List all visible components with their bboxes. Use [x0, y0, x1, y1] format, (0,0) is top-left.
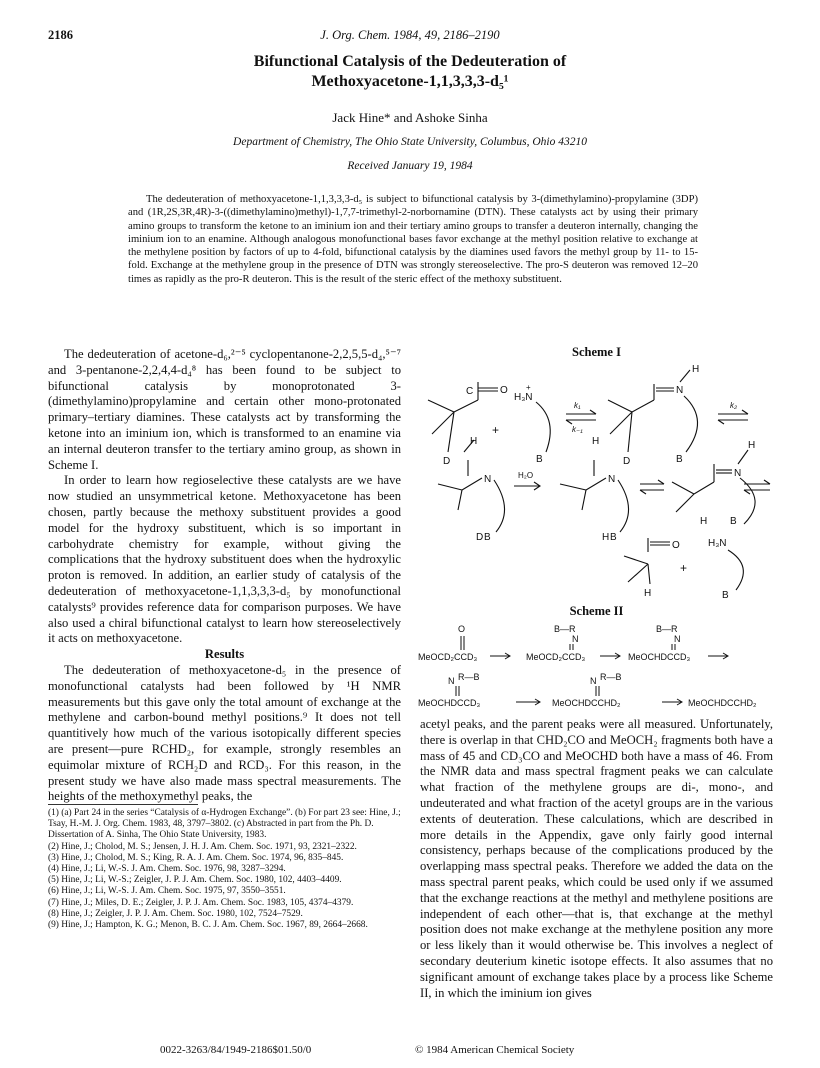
atom-label: N — [676, 385, 684, 396]
left-column — [48, 347, 401, 805]
rate-constant-label: k₋₁ — [572, 425, 583, 434]
footnote: (5) Hine, J.; Li, W.-S.; Zeigler, J. P. J. Am. Chem. Soc. 1980, 102, 4403–4409. — [48, 875, 342, 886]
affiliation: Department of Chemistry, The Ohio State University, Columbus, Ohio 43210 — [233, 136, 587, 148]
atom-label: B — [484, 532, 491, 543]
title-line-2: Methoxyacetone-1,1,3,3,3-d₅¹ — [311, 73, 509, 90]
equilibrium-arrow — [744, 480, 770, 494]
hydrolysis-arrow — [514, 471, 540, 490]
atom-label: D — [623, 456, 631, 467]
footnote: (3) Hine, J.; Cholod, M. S.; King, R. A. J. Am. Chem. Soc. 1974, 96, 835–845. — [48, 852, 344, 863]
atom-label: C — [466, 386, 474, 397]
atom-label: B — [610, 532, 617, 543]
atom-label: N — [448, 676, 455, 686]
scheme-2-row-1 — [418, 624, 728, 662]
footnote: (8) Hine, J.; Zeigler, J. P. J. Am. Chem. Soc. 1980, 102, 7524–7529. — [48, 908, 303, 919]
scheme-2-label: Scheme II — [569, 604, 624, 618]
atom-label: B — [676, 454, 683, 465]
iminium-hb-structure — [560, 436, 629, 543]
iminium-structure — [608, 364, 699, 467]
footnote: (6) Hine, J.; Li, W.-S. J. Am. Chem. Soc. 1975, 97, 3550–3551. — [48, 886, 286, 897]
atom-label: N — [734, 468, 742, 479]
atom-label: O — [672, 540, 680, 551]
atom-label: H₃N — [514, 392, 533, 403]
iminium-complex-structure — [438, 436, 505, 543]
plus-sign: + — [492, 423, 500, 437]
atom-label: B — [730, 516, 737, 527]
atom-label: N — [484, 474, 492, 485]
atom-label: B — [536, 454, 543, 465]
scheme-1-diagram — [418, 360, 778, 600]
enamine-structure — [672, 440, 755, 527]
atom-label: H — [602, 532, 610, 543]
atom-label: N — [674, 634, 681, 644]
fragment-label: B—R — [656, 624, 678, 634]
reagent-label: H₂O — [518, 471, 534, 480]
footnote: (7) Hine, J.; Miles, D. E.; Zeigler, J. P. J. Am. Chem. Soc. 1983, 105, 4374–4379. — [48, 897, 354, 908]
species-label: MeOCD₂CCD₃ — [526, 652, 586, 662]
atom-label: H₃N — [708, 538, 727, 549]
authors: Jack Hine* and Ashoke Sinha — [332, 110, 488, 125]
article-title — [120, 52, 700, 92]
page-number: 2186 — [48, 28, 73, 42]
footnote: (2) Hine, J.; Cholod, M. S.; Jensen, J. H. J. Am. Chem. Soc. 1971, 93, 2321–2322. — [48, 841, 357, 852]
fragment-label: R—B — [458, 672, 480, 682]
footnote: (9) Hine, J.; Hampton, K. G.; Menon, B. C. J. Am. Chem. Soc. 1967, 89, 2664–2668. — [48, 920, 368, 931]
species-label: MeOCHDCCHD₂ — [688, 698, 757, 708]
atom-label: H — [470, 436, 478, 447]
rate-constant-label: k₂ — [730, 401, 738, 410]
footnote: (1) (a) Part 24 in the series “Catalysis of α-Hydrogen Exchange”. (b) For part 23 see: Hine, J.; Tsay, H.-M. J. Org. Chem. 1983, 48, 3797–3802. (c) Abstracted in part from the Ph. D. Dissertation of A. Sinha, The Ohio State University, 1983. — [48, 808, 401, 841]
fragment-label: R—B — [600, 672, 622, 682]
results-heading: Results — [204, 647, 245, 662]
rate-constant-label: k₁ — [574, 401, 581, 410]
footer-code: 0022-3263/84/1949-2186$01.50/0 — [160, 1044, 312, 1056]
atom-label: H — [700, 516, 708, 527]
results-paragraph-1: The dedeuteration of methoxyacetone-d₅ in the presence of monofunctional catalysts had been followed by ¹H NMR measurements but this gave only the total amount of exchange at the methylene and carbon-bound methyl positions.⁹ It does not tell quantitively how much of the various isotopically different species are present—pure RCHD₂, for example, strongly resembles an equimolar mixture of RCH₂D and RCD₃. For this reason, in the present study we have also made mass spectral measurements. The heights of the methoxymethyl peaks, the — [48, 662, 401, 804]
intro-paragraph-2: In order to learn how regioselective these catalysts are we have now studied an unsymmetrical ketone. Methoxyacetone has been chosen, partly because the methoxy substituent provides a good model for the hydroxy substituent, which is so important in carbohydrate chemistry for example, without giving the complications that the hydroxy substituent does when the hydroxylic proton is removed. In addition, an earlier study of catalysis of the dedeuteration of methoxyacetone-1,1,3,3,3-d₅ by monofunctional catalysts⁹ provides reference data for comparison purposes. We have also used a chiral bifunctional catalyst to learn how stereoselectively it acts on methoxyacetone. — [48, 473, 401, 646]
intro-paragraph-1: The dedeuteration of acetone-d₆,²⁻⁵ cyclopentanone-2,2,5,5-d₄,⁵⁻⁷ and 3-pentanone-2,2,4,4-d₄⁸ has been found to be subject to bifunctional catalysis by monoprotonated 3-(dimethylamino)propylamine and certain other mono-protonated primary–tertiary diamines. These catalysts act by transforming the ketone into an iminium ion, which is transformed to an enamine via an internal deuteron transfer to the tertiary amino group, as shown in Scheme I. — [48, 347, 401, 472]
footnote-rule — [48, 804, 198, 805]
species-label: MeOCD₂CCD₃ — [418, 652, 478, 662]
scheme-2-diagram — [418, 618, 778, 713]
atom-label: N — [572, 634, 579, 644]
running-head: J. Org. Chem. 1984, 49, 2186–2190 — [320, 28, 500, 42]
scheme-2-row-2 — [418, 672, 757, 708]
equilibrium-arrow-k1 — [566, 401, 596, 434]
equilibrium-arrow-k2 — [718, 401, 748, 424]
species-label: MeOCHDCCD₃ — [628, 652, 691, 662]
plus-sign: + — [680, 561, 688, 575]
received-date: Received January 19, 1984 — [347, 160, 473, 172]
atom-label: H — [692, 364, 700, 375]
atom-label: N — [590, 676, 597, 686]
atom-label: N — [608, 474, 616, 485]
scheme-1-label: Scheme I — [572, 345, 621, 359]
title-line-1: Bifunctional Catalysis of the Dedeuteration of — [253, 53, 567, 70]
species-label: MeOCHDCCHD₂ — [552, 698, 621, 708]
atom-label: H — [748, 440, 756, 451]
product-ketone-structure — [624, 538, 743, 600]
amine-catalyst-structure — [514, 383, 550, 465]
atom-label: D — [476, 532, 484, 543]
charge-label: + — [526, 383, 531, 392]
atom-label: H — [592, 436, 600, 447]
footnote: (4) Hine, J.; Li, W.-S. J. Am. Chem. Soc. 1976, 98, 3287–3294. — [48, 864, 286, 875]
species-label: MeOCHDCCD₃ — [418, 698, 481, 708]
equilibrium-arrow — [640, 480, 664, 494]
fragment-label: B—R — [554, 624, 576, 634]
footnotes — [48, 808, 401, 931]
atom-label: O — [458, 624, 466, 634]
atom-label: D — [443, 456, 451, 467]
atom-label: O — [500, 385, 508, 396]
abstract: The dedeuteration of methoxyacetone-1,1,3,3,3-d₅ is subject to bifunctional catalysis by 3-(dimethylamino)-propylamine (3DP) and (1R,2S,3R,4R)-3-((dimethylamino)methyl)-1,7,7-trimethyl-2-norbornamine (DTN). These catalysts act by using their primary amino groups to transform the ketone to an iminium ion and their tertiary amino groups to transfer a deuteron internally, changing the iminium ion to an enamine. Although analogous monofunctional bases favor exchange at the methyl position relative to exchange at the methylene position by factors of up to 4-fold, bifunctional catalysis by the diamines used favors the methyl group by 11- to 15-fold. Exchange at the methylene group in the presence of DTN was strongly stereoselective. The pro-S deuteron was removed 12–20 times as rapidly as the pro-R deuteron. This is the result of the steric effect of the methoxy substituent. — [128, 194, 698, 285]
atom-label: B — [722, 590, 729, 600]
right-column-text: acetyl peaks, and the parent peaks were all measured. Unfortunately, there is overlap in that CHD₂CO and MeOCH₂ fragments both have a mass of 45 and CD₃CO and MeOCHD both have a mass of 46. From the NMR data and mass spectral fragment peaks we can calculate what fraction of the methylene groups are di-, mono-, and undeuterated and what fraction of the acetyl groups are in the various extents of deuteration. These calculations, which are described in more details in the Appendix, gave only fairly good internal consistency, perhaps because of the complications produced by the overlapping mass spectral peaks. Therefore we added the data on the mass spectral parent peaks, which could be used only if we assumed that the exchange reactions at the methyl and methylene positions are independent of each other—that is, that exchange at the methyl position does not make exchange at the methylene position any more or less likely than it would otherwise be. This involves a neglect of secondary deuterium kinetic isotope effects. It also assumes that no significant amount of exchange takes place by a process like Scheme II, in which the iminium ion gives — [420, 717, 773, 1000]
atom-label: H — [644, 588, 652, 599]
footer-copyright: © 1984 American Chemical Society — [415, 1044, 575, 1056]
